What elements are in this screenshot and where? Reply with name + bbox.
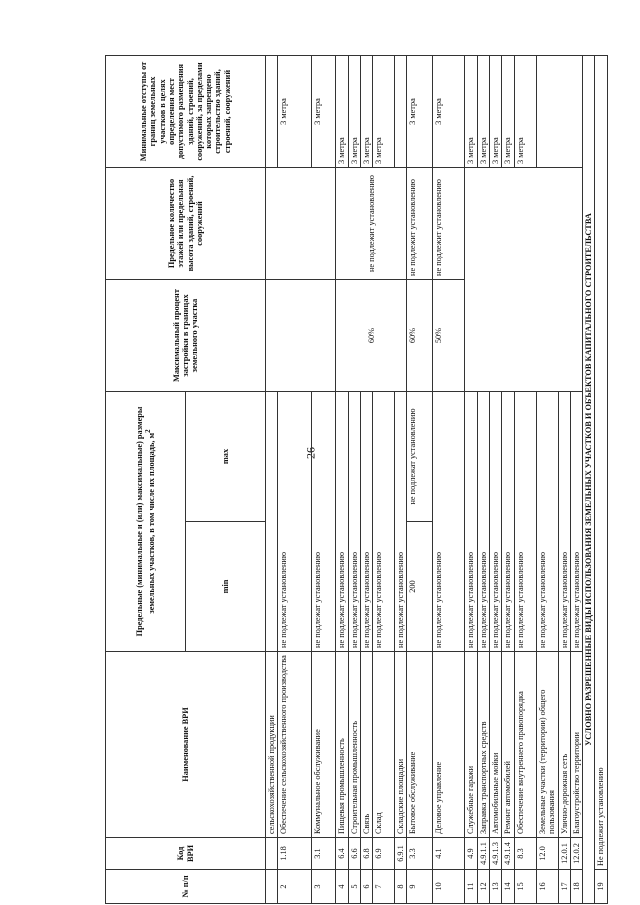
table-row: 3 3.1 Коммунальное обслуживание не подлежат установлению 3 метра bbox=[312, 55, 336, 903]
col-header-code: Код ВРИ bbox=[106, 837, 266, 869]
table-row: 19 Не подлежит установлению bbox=[595, 55, 607, 903]
table-row: 2 1.18 Обеспечение сельскохозяйственного производства не подлежат установлению 3 метра bbox=[278, 55, 312, 903]
table-row: 13 4.9.1.3 Автомобильные мойки не подлежат установлению 3 метра bbox=[489, 55, 501, 903]
table-row bbox=[266, 55, 278, 903]
row-cont-name: сельскохозяйственной продукции bbox=[266, 651, 278, 837]
table-row: 14 4.9.1.4 Ремонт автомобилей не подлежат установлению 3 метра bbox=[502, 55, 514, 903]
col-header-area: Предельные (минимальные и (или) максимальные) размеры земельных участков, в том числе их площадь, $м^2$ bbox=[106, 391, 186, 651]
table-row: 15 8.3 Обеспечение внутреннего правопорядка не подлежат установлению 3 метра bbox=[514, 55, 536, 903]
table-row: 6 6.8 Связь не подлежат установлению 3 метра bbox=[360, 55, 372, 903]
col-header-min: min bbox=[186, 521, 266, 651]
table-row: 12 4.9.1.1 Заправка транспортных средств не подлежат установлению 3 метра bbox=[477, 55, 489, 903]
conditional-heading: УСЛОВНО РАЗРЕШЕННЫЕ ВИДЫ ИСПОЛЬЗОВАНИЯ ЗЕМЕЛЬНЫХ УЧАСТКОВ И ОБЪЕКТОВ КАПИТАЛЬНОГО СТРОИТЕЛЬСТВА bbox=[583, 55, 595, 903]
table-row: 16 12.0 Земельные участки (территории) общего пользования не подлежат установлению bbox=[536, 55, 558, 903]
col-header-floors: Предельное количество этажей или предельная высота зданий, строений, сооружений bbox=[106, 167, 266, 279]
table-row: 18 12.0.2 Благоустройство территории не подлежат установлению bbox=[570, 55, 582, 903]
table-row: 4 6.4 Пищевая промышленность не подлежат установлению 60% не подлежит установлению 3 метра bbox=[336, 55, 348, 903]
table-row: 9 3.3 Бытовое обслуживание 200 не подлежат установлению 60% не подлежит установлению 3 метра bbox=[407, 55, 433, 903]
table-row: 5 6.6 Строительная промышленность не подлежат установлению 3 метра bbox=[348, 55, 360, 903]
col-header-max: max bbox=[186, 391, 266, 521]
table-row: 10 4.1 Деловое управление не подлежат установлению 50% не подлежит установлению 3 метра bbox=[433, 55, 465, 903]
col-header-num: № п/п bbox=[106, 869, 266, 903]
table-row: 8 6.9.1 Складские площадки не подлежат установлению bbox=[395, 55, 407, 903]
table-row: 7 6.9 Склад не подлежат установлению 3 метра bbox=[373, 55, 395, 903]
rotated-table-container bbox=[105, 56, 629, 904]
conditional-heading-row bbox=[583, 55, 595, 903]
table-row: 17 12.0.1 Улично-дорожная сеть не подлежат установлению bbox=[558, 55, 570, 903]
table-row: 11 4.9 Служебные гаражи не подлежат установлению 3 метра bbox=[465, 55, 477, 903]
land-use-table bbox=[105, 55, 608, 904]
page-number: 26 bbox=[303, 447, 318, 459]
col-header-coverage: Максимальный процент застройки в границах земельного участка bbox=[106, 279, 266, 391]
col-header-setback: Минимальные отступы от границ земельных участков в целях определения мест допустимого размещения зданий, строений, сооружений, за пределами которых запрещено строительство зданий, строений, сооружений bbox=[106, 55, 266, 167]
col-header-name: Наименование ВРИ bbox=[106, 651, 266, 837]
